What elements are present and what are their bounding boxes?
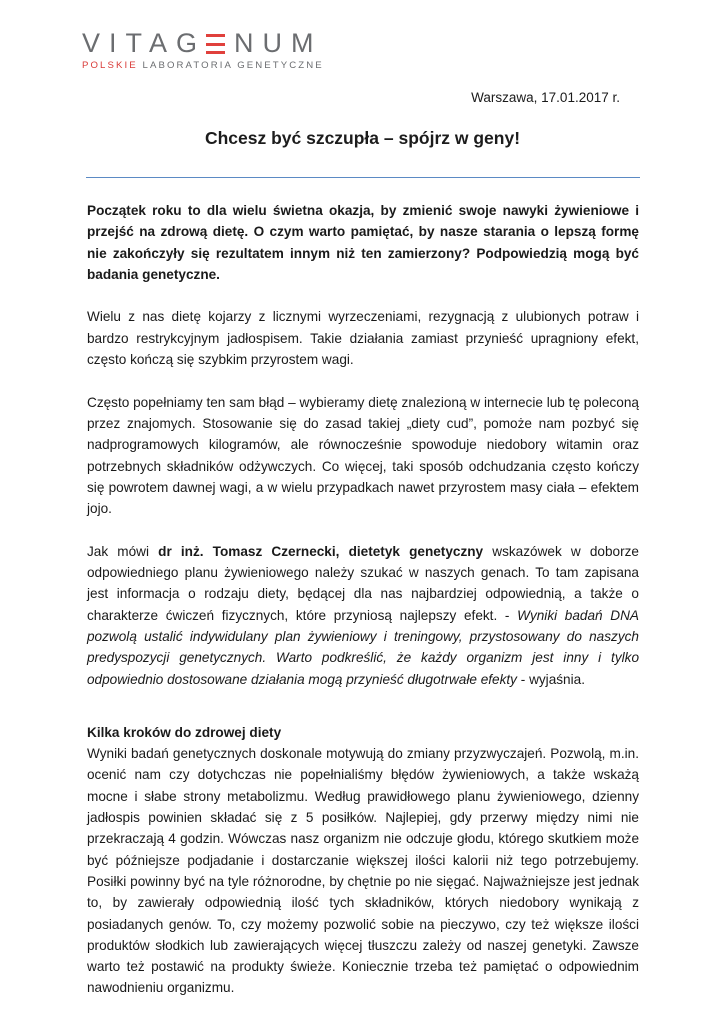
logo-tagline-red: POLSKIE — [82, 60, 138, 71]
document-title: Chcesz być szczupła – spójrz w geny! — [204, 128, 521, 148]
paragraph-3-intro: Jak mówi — [87, 543, 159, 559]
logo-e-stripes-icon — [206, 34, 225, 54]
section-heading: Kilka kroków do zdrowej diety — [87, 724, 282, 740]
paragraph-2: Często popełniamy ten sam błąd – wybieramy dietę znalezioną w internecie lub tę poleconą przez znajomych. Stosowanie się do zasad takiej „diety cud”, pomoże nam pozbyć się nadprogramowych kilogramów, ale równocześnie spowoduje niedobory witamin oraz potrzebnych składników odżywczych. Co więcej, taki sposób odchudzania często kończy się powrotem dawnej wagi, a w wielu przypadkach nawet przyrostem masy ciała – efektem jojo. — [87, 394, 639, 517]
paragraph-3 — [87, 541, 639, 690]
lead-paragraph: Początek roku to dla wielu świetna okazja, by zmienić swoje nawyki żywieniowe i przejść na zdrową dietę. O czym warto pamiętać, by nasze starania o lepszą formę nie zakończyły się rezultatem innym niż ten zamierzony? Podpowiedzią mogą być badania genetyczne. — [87, 203, 639, 282]
paragraph-3-outro: - wyjaśnia. — [516, 671, 585, 687]
logo-wordmark-part2: NUM — [234, 28, 323, 58]
document-body — [87, 200, 639, 1020]
expert-name: dr inż. Tomasz Czernecki, dietetyk genetyczny — [158, 543, 484, 559]
logo-wordmark-g: G — [176, 28, 207, 58]
paragraph-3-body: wskazówek w doborze odpowiedniego planu żywieniowego należy szukać w naszych genach. To tam zapisana jest informacja o rodzaju diety, będącej dla nas najbardziej odpowiednią, a także o charakterze ćwiczeń fizycznych, które przyniosą najlepszy efekt. - — [87, 543, 639, 623]
document-date: Warszawa, 17.01.2017 r. — [471, 90, 620, 105]
company-logo — [82, 30, 332, 71]
logo-tagline — [82, 60, 332, 71]
title-divider — [86, 177, 640, 178]
paragraph-1: Wielu z nas dietę kojarzy z licznymi wyrzeczeniami, rezygnacją z ulubionych potraw i bardzo restrykcyjnym jadłospisem. Takie działania zamiast przynieść upragniony efekt, często kończą się szybkim przyrostem wagi. — [87, 309, 639, 368]
expert-quote: Wyniki badań DNA pozwolą ustalić indywidulany plan żywieniowy i treningowy, przystosowany do naszych predyspozycji genetycznych. Warto podkreślić, że każdy organizm jest inny i tylko odpowiednio dostosowane działania mogą przynieść długotrwałe efekty — [87, 607, 639, 687]
logo-wordmark-part1: VITA — [82, 28, 177, 58]
logo-tagline-grey: LABORATORIA GENETYCZNE — [142, 60, 324, 71]
paragraph-4: Wyniki badań genetycznych doskonale motywują do zmiany przyzwyczajeń. Pozwolą, m.in. ocenić nam czy dotychczas nie popełnialiśmy błędów żywieniowych, a także wskażą mocne i słabe strony metabolizmu. Według prawidłowego planu żywieniowego, dzienny jadłospis powinien składać się z 5 posiłków. Najlepiej, gdy przerwy między nimi nie przekraczają 4 godzin. Wówczas nasz organizm nie odczuje głodu, którego skutkiem może być późniejsze podjadanie i dostarczanie większej ilości kalorii niż tego potrzebujemy. Posiłki powinny być na tyle różnorodne, by chętnie po nie sięgać. Najważniejsze jest jednak to, by zawierały odpowiednią ilość tych składników, których niedobory wynikają z posiadanych genów. To, czy możemy pozwolić sobie na pieczywo, czy też większe ilości produktów słodkich lub zawierających więcej tłuszczu zależy od naszej genetyki. Zawsze warto też postawić na produkty świeże. Koniecznie trzeba też pamiętać o odpowiednim nawodnieniu organizmu. — [87, 746, 639, 996]
logo-wordmark — [82, 30, 332, 57]
